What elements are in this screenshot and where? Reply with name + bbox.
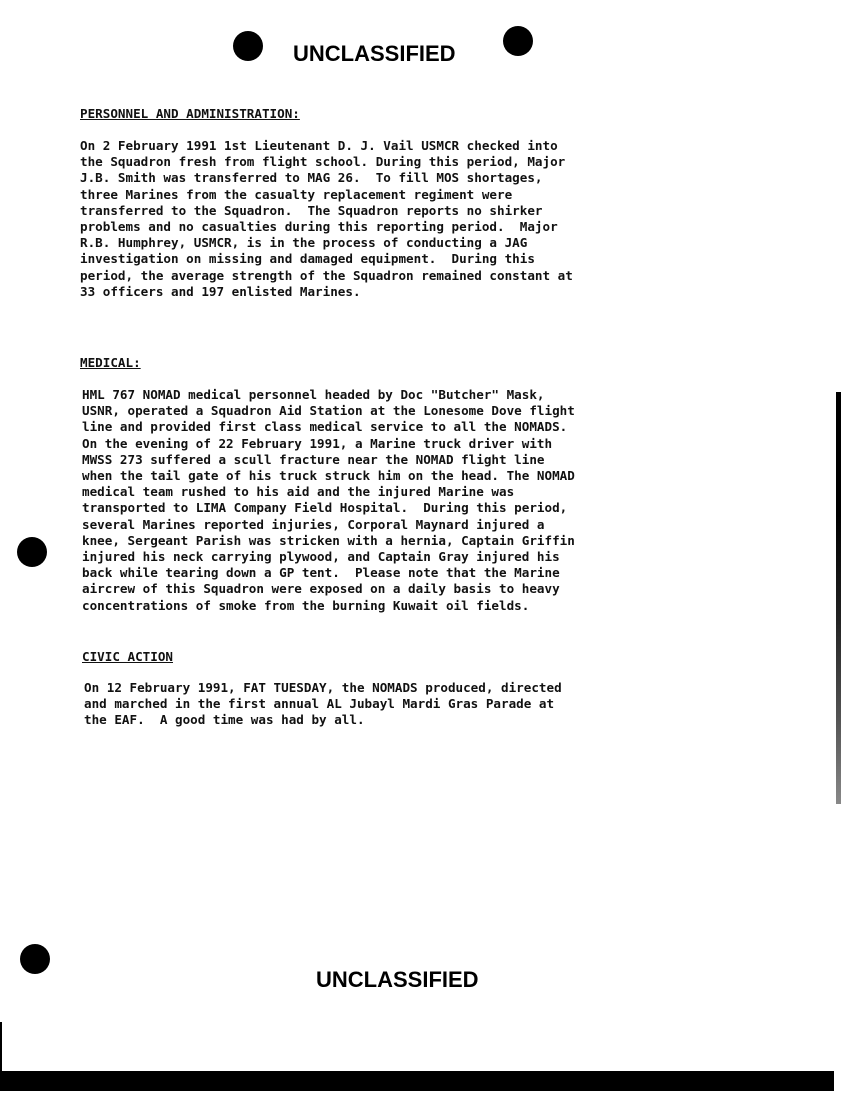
punch-hole-dot: [233, 31, 263, 61]
classification-marking-bottom: UNCLASSIFIED: [316, 967, 479, 992]
scan-bottom-bar: [0, 1071, 834, 1091]
punch-hole-dot: [17, 537, 47, 567]
section-body-medical: HML 767 NOMAD medical personnel headed by Doc "Butcher" Mask, USNR, operated a Squadron Aid Station at the Lonesome Dove flight line and provided first class medical service to all the NOMADS. On the evening of 22 February 1991, a Marine truck driver with MWSS 273 suffered a scull fracture near the NOMAD flight line when the tail gate of his truck struck him on the head. The NOMAD medical team rushed to his aid and the injured Marine was transported to LIMA Company Field Hospital. During this period, several Marines reported injuries, Corporal Maynard injured a knee, Sergeant Parish was stricken with a hernia, Captain Griffin injured his neck carrying plywood, and Captain Gray injured his back while tearing down a GP tent. Please note that the Marine aircrew of this Squadron were exposed on a daily basis to heavy concentrations of smoke from the burning Kuwait oil fields.: [82, 387, 575, 613]
section-heading-medical: MEDICAL:: [80, 355, 141, 370]
section-heading-civic-action: CIVIC ACTION: [82, 649, 173, 664]
scan-edge-mark: [836, 392, 841, 804]
section-heading-personnel: PERSONNEL AND ADMINISTRATION:: [80, 106, 300, 121]
punch-hole-dot: [503, 26, 533, 56]
section-body-civic-action: On 12 February 1991, FAT TUESDAY, the NOMADS produced, directed and marched in the first annual AL Jubayl Mardi Gras Parade at the EAF. A good time was had by all.: [84, 680, 562, 728]
section-body-personnel: On 2 February 1991 1st Lieutenant D. J. Vail USMCR checked into the Squadron fresh from flight school. During this period, Major J.B. Smith was transferred to MAG 26. To fill MOS shortages, three Marines from the casualty replacement regiment were transferred to the Squadron. The Squadron reports no shirker problems and no casualties during this reporting period. Major R.B. Humphrey, USMCR, is in the process of conducting a JAG investigation on missing and damaged equipment. During this period, the average strength of the Squadron remained constant at 33 officers and 197 enlisted Marines.: [80, 138, 573, 299]
scan-edge-mark: [0, 1022, 2, 1072]
classification-marking-top: UNCLASSIFIED: [293, 41, 456, 66]
punch-hole-dot: [20, 944, 50, 974]
